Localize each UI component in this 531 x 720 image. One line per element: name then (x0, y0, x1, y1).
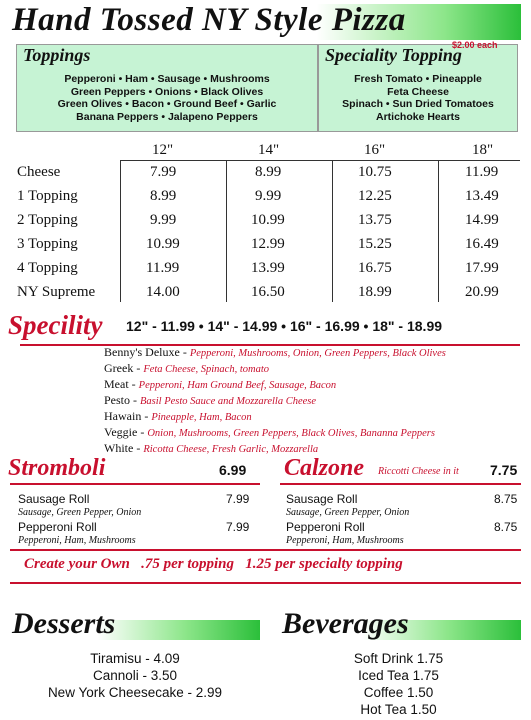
dessert-item: New York Cheesecake - 2.99 (47, 685, 223, 700)
specialty-item (104, 377, 336, 392)
specialty-item-desc: Feta Cheese, Spinach, tomato (143, 364, 269, 375)
specialty-toppings-heading: Speciality Topping (325, 45, 462, 65)
price-cell: 9.99 (255, 188, 282, 204)
specialty-item-desc: Basil Pesto Sauce and Mozzarella Cheese (140, 396, 317, 407)
specialty-line: Feta Cheese (387, 85, 449, 98)
calzone-item-price: 8.75 (494, 492, 518, 506)
calzone-heading: Calzone (284, 455, 365, 481)
row-label: NY Supreme (17, 284, 96, 300)
price-cell: 13.49 (465, 188, 499, 204)
beverage-item: Coffee 1.50 (363, 685, 434, 700)
dessert-item: Cannoli - 3.50 (92, 668, 178, 683)
specialty-item (104, 441, 318, 456)
calzone-item-name: Pepperoni Roll (286, 520, 365, 534)
create-top-line (10, 549, 521, 551)
size-16: 16" (364, 142, 386, 158)
specialty-heading: Specility (8, 310, 103, 340)
create-bottom-line (10, 582, 521, 584)
price-cell: 12.25 (358, 188, 392, 204)
dessert-item: Tiramisu - 4.09 (90, 651, 180, 666)
specialty-item-desc: Onion, Mushrooms, Green Peppers, Black Olives, Bananna Peppers (147, 428, 435, 439)
specialty-item (104, 409, 252, 424)
stromboli-price: 6.99 (219, 462, 247, 478)
toppings-line: Green Olives • Bacon • Ground Beef • Garlic (57, 98, 277, 110)
price-cell: 14.99 (465, 212, 499, 228)
specialty-item-name: Veggie - (104, 425, 148, 439)
calzone-item-name: Sausage Roll (286, 492, 358, 506)
toppings-line: Pepperoni • Ham • Sausage • Mushrooms (64, 73, 270, 85)
price-cell: 14.00 (146, 284, 180, 300)
specialty-item-name: White - (104, 441, 144, 455)
toppings-line: Green Peppers • Onions • Black Olives (70, 85, 264, 98)
price-cell: 10.99 (251, 212, 285, 228)
stromboli-item-desc: Sausage, Green Pepper, Onion (18, 507, 142, 518)
beverage-item: Iced Tea 1.75 (358, 668, 439, 683)
beverage-item: Soft Drink 1.75 (353, 651, 444, 666)
calzone-item-price: 8.75 (494, 520, 518, 534)
row-label: Cheese (17, 164, 61, 180)
price-cell: 13.99 (251, 260, 285, 276)
row-label: 4 Topping (17, 260, 78, 276)
beverages-heading: Beverages (282, 607, 409, 640)
price-cell: 10.75 (358, 164, 392, 180)
calzone-item-desc: Pepperoni, Ham, Mushrooms (286, 535, 404, 546)
price-cell: 10.99 (146, 236, 180, 252)
stromboli-item-desc: Pepperoni, Ham, Mushrooms (18, 535, 136, 546)
specialty-line: Fresh Tomato • Pineapple (354, 73, 482, 85)
stromboli-underline (10, 483, 260, 485)
specialty-item-name: Hawain - (104, 409, 152, 423)
specialty-item-desc: Pepperoni, Ham Ground Beef, Sausage, Bacon (138, 380, 337, 391)
price-cell: 11.99 (465, 164, 499, 180)
specialty-item (104, 393, 316, 408)
price-cell: 17.99 (465, 260, 499, 276)
specialty-item (104, 425, 435, 440)
stromboli-heading: Stromboli (8, 455, 106, 481)
stromboli-item-price: 7.99 (226, 492, 250, 506)
specialty-prices: 12" - 11.99 • 14" - 14.99 • 16" - 16.99 • 18" - 18.99 (126, 318, 443, 334)
toppings-box (16, 44, 318, 132)
price-row (0, 161, 531, 185)
price-cell: 16.49 (465, 236, 499, 252)
specialty-item (104, 361, 269, 376)
specialty-topping-price: $2.00 each (452, 40, 498, 50)
specialty-item-desc: Ricotta Cheese, Fresh Garlic, Mozzarella (143, 444, 319, 455)
specialty-item-desc: Pineapple, Ham, Bacon (151, 412, 252, 423)
toppings-list (17, 73, 317, 123)
specialty-toppings-list (319, 73, 517, 123)
specialty-item-name: Greek - (104, 361, 144, 375)
size-12: 12" (152, 142, 174, 158)
price-cell: 7.99 (150, 164, 177, 180)
menu-title: Hand Tossed NY Style Pizza (12, 2, 406, 38)
price-cell: 20.99 (465, 284, 499, 300)
calzone-item-desc: Sausage, Green Pepper, Onion (286, 507, 410, 518)
price-cell: 13.75 (358, 212, 392, 228)
price-row (0, 209, 531, 233)
stromboli-item-price: 7.99 (226, 520, 250, 534)
calzone-underline (280, 483, 521, 485)
price-cell: 16.50 (251, 284, 285, 300)
stromboli-item-name: Sausage Roll (18, 492, 90, 506)
price-cell: 8.99 (255, 164, 282, 180)
specialty-item (104, 345, 446, 360)
price-row (0, 281, 531, 305)
toppings-line: Banana Peppers • Jalapeno Peppers (76, 110, 258, 123)
price-row (0, 257, 531, 281)
calzone-price: 7.75 (490, 462, 518, 478)
price-cell: 9.99 (150, 212, 177, 228)
row-label: 2 Topping (17, 212, 78, 228)
price-cell: 16.75 (358, 260, 392, 276)
specialty-toppings-box (318, 44, 518, 132)
toppings-heading: Toppings (23, 45, 91, 65)
specialty-line: Artichoke Hearts (375, 110, 461, 123)
beverage-item: Hot Tea 1.50 (360, 702, 437, 717)
price-cell: 12.99 (251, 236, 285, 252)
stromboli-item-name: Pepperoni Roll (18, 520, 97, 534)
calzone-note: Riccotti Cheese in it (378, 466, 459, 477)
row-label: 3 Topping (17, 236, 78, 252)
price-row (0, 185, 531, 209)
specialty-item-name: Benny's Deluxe - (104, 345, 190, 359)
specialty-item-name: Pesto - (104, 393, 140, 407)
row-label: 1 Topping (17, 188, 78, 204)
price-cell: 18.99 (358, 284, 392, 300)
price-cell: 8.99 (150, 188, 177, 204)
specialty-item-desc: Pepperoni, Mushrooms, Onion, Green Peppers, Black Olives (189, 348, 446, 359)
create-your-own: Create your Own .75 per topping 1.25 per specialty topping (24, 556, 403, 572)
specialty-line: Spinach • Sun Dried Tomatoes (342, 98, 494, 110)
size-14: 14" (258, 142, 280, 158)
specialty-item-name: Meat - (104, 377, 139, 391)
size-18: 18" (472, 142, 494, 158)
price-cell: 11.99 (146, 260, 180, 276)
price-row (0, 233, 531, 257)
price-cell: 15.25 (358, 236, 392, 252)
desserts-heading: Desserts (12, 607, 116, 640)
